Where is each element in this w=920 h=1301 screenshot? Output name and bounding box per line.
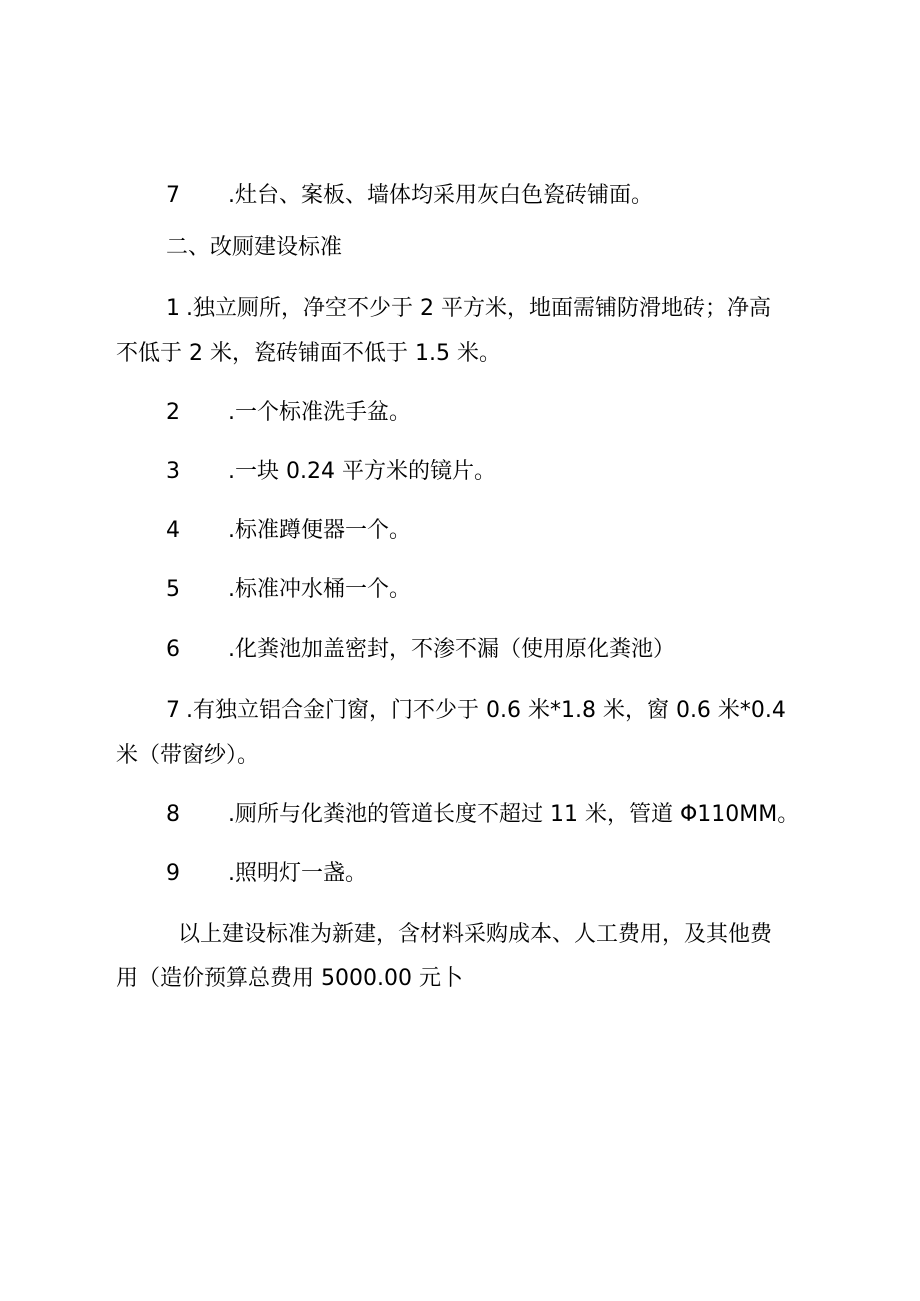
item-text: .标准冲水桶一个。 <box>228 577 411 602</box>
item-number: 5 <box>166 577 180 602</box>
item-text: .化粪池加盖密封，不渗不漏（使用原化粪池） <box>228 637 675 662</box>
summary-text-continuation: 用（造价预算总费用 5000.00 元卜 <box>116 966 463 991</box>
item-number: 8 <box>166 802 180 827</box>
item-text: .照明灯一盏。 <box>228 861 367 886</box>
item-text: .灶台、案板、墙体均采用灰白色瓷砖铺面。 <box>228 183 653 208</box>
summary-text: 以上建设标准为新建，含材料采购成本、人工费用，及其他费 <box>178 922 773 947</box>
item-number: 3 <box>166 459 180 484</box>
item-text: .一块 0.24 平方米的镜片。 <box>228 459 496 484</box>
item-number: 7 <box>166 183 180 208</box>
item-text: .一个标准洗手盆。 <box>228 400 411 425</box>
item-text-continuation: 不低于 2 米，瓷砖铺面不低于 1.5 米。 <box>116 341 501 366</box>
item-text: .标准蹲便器一个。 <box>228 518 411 543</box>
item-number: 1 <box>166 296 180 321</box>
item-text: .独立厕所，净空不少于 2 平方米，地面需铺防滑地砖；净高 <box>186 296 771 321</box>
item-text-continuation: 米（带窗纱）。 <box>116 743 260 768</box>
item-number: 7 <box>166 698 180 723</box>
item-number: 4 <box>166 518 180 543</box>
section-heading: 二、改厕建设标准 <box>166 235 343 260</box>
item-number: 6 <box>166 637 180 662</box>
item-text: .有独立铝合金门窗，门不少于 0.6 米*1.8 米，窗 0.6 米*0.4 <box>186 698 786 723</box>
item-text: .厕所与化粪池的管道长度不超过 11 米，管道 Φ110MM。 <box>228 802 800 827</box>
item-number: 9 <box>166 861 180 886</box>
item-number: 2 <box>166 400 180 425</box>
